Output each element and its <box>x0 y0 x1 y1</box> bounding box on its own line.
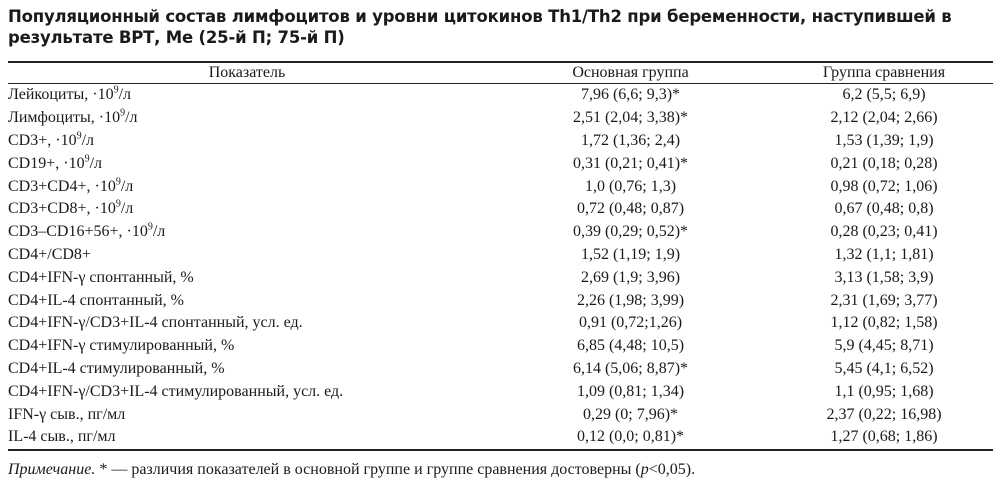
comparison-group-value: 0,28 (0,23; 0,41) <box>830 223 938 241</box>
table-row <box>8 358 993 381</box>
indicator-name: Лимфоциты, ·10 <box>8 109 121 127</box>
main-group-value: 2,51 (2,04; 3,38)* <box>572 109 689 127</box>
main-group-value: 0,72 (0,48; 0,87) <box>576 200 685 218</box>
unit-exponent: 9 <box>115 199 121 211</box>
note-label: Примечание. <box>8 461 96 478</box>
unit-suffix: /л <box>152 223 166 241</box>
indicator-cell <box>8 175 486 198</box>
table-row <box>8 152 993 175</box>
note-p-symbol: p <box>640 461 649 478</box>
main-group-value: 1,0 (0,76; 1,3) <box>584 177 677 195</box>
unit-exponent: 9 <box>115 176 121 188</box>
main-group-value: 0,39 (0,29; 0,52)* <box>572 223 689 241</box>
unit-exponent: 9 <box>113 85 119 97</box>
unit-suffix: /л <box>120 200 134 218</box>
main-group-value: 0,91 (0,72;1,26) <box>578 314 683 332</box>
indicator-cell <box>8 152 486 175</box>
indicator-cell <box>8 403 486 426</box>
column-header-indicator: Показатель <box>8 62 486 84</box>
table-row <box>8 175 993 198</box>
unit-exponent: 9 <box>147 221 153 233</box>
header-row <box>8 62 993 84</box>
comparison-group-value: 1,1 (0,95; 1,68) <box>834 382 934 400</box>
table-row <box>8 130 993 153</box>
unit-suffix: /л <box>81 131 95 149</box>
column-header-comparison-group: Группа сравнения <box>775 62 993 84</box>
indicator-name: CD4+IFN-γ/CD3+IL-4 спонтанный, усл. ед. <box>8 314 303 332</box>
comparison-group-value: 1,12 (0,82; 1,58) <box>830 314 938 332</box>
table-row <box>8 426 993 450</box>
table-row <box>8 380 993 403</box>
main-group-value: 0,12 (0,0; 0,81)* <box>576 428 685 446</box>
table-row <box>8 403 993 426</box>
indicator-cell <box>8 244 486 267</box>
indicator-cell <box>8 380 486 403</box>
table-row <box>8 335 993 358</box>
indicator-name: CD3–CD16+56+, ·10 <box>8 223 148 241</box>
comparison-group-value: 2,12 (2,04; 2,66) <box>830 109 938 127</box>
main-group-value: 1,09 (0,81; 1,34) <box>576 382 685 400</box>
main-group-value: 6,14 (5,06; 8,87)* <box>572 359 689 377</box>
comparison-group-value: 5,9 (4,45; 8,71) <box>834 337 934 355</box>
comparison-group-value: 2,31 (1,69; 3,77) <box>830 291 938 309</box>
unit-suffix: /л <box>125 109 138 127</box>
indicator-name: CD4+IFN-γ спонтанный, % <box>8 268 194 286</box>
main-group-value: 2,69 (1,9; 3,96) <box>580 268 681 286</box>
main-group-value: 1,72 (1,36; 2,4) <box>580 131 681 149</box>
main-group-value: 2,26 (1,98; 3,99) <box>576 291 685 309</box>
main-group-value: 6,85 (4,48; 10,5) <box>576 337 685 355</box>
main-group-value: 0,29 (0; 7,96)* <box>582 405 679 423</box>
indicator-name: IFN-γ сыв., пг/мл <box>8 405 126 423</box>
table-row <box>8 312 993 335</box>
note-text: * — различия показателей в основной группе и группе сравнения достоверны ( <box>95 461 641 478</box>
indicator-cell <box>8 198 486 221</box>
table-row <box>8 198 993 221</box>
comparison-group-value: 2,37 (0,22; 16,98) <box>826 405 942 423</box>
indicator-cell <box>8 312 486 335</box>
unit-suffix: /л <box>120 177 134 195</box>
indicator-cell <box>8 358 486 381</box>
comparison-group-value: 1,32 (1,1; 1,81) <box>834 245 934 263</box>
indicator-name: CD4+/CD8+ <box>8 245 91 263</box>
unit-exponent: 9 <box>84 153 90 165</box>
table-row <box>8 266 993 289</box>
indicator-name: CD4+IL-4 стимулированный, % <box>8 359 225 377</box>
table-row <box>8 107 993 130</box>
comparison-group-value: 1,27 (0,68; 1,86) <box>830 428 938 446</box>
data-table <box>8 61 993 451</box>
indicator-cell <box>8 289 486 312</box>
indicator-name: CD4+IFN-γ/CD3+IL-4 стимулированный, усл. ед. <box>8 382 344 400</box>
indicator-name: CD4+IFN-γ стимулированный, % <box>8 337 235 355</box>
indicator-name: IL-4 сыв., пг/мл <box>8 428 116 446</box>
table-row <box>8 289 993 312</box>
indicator-name: CD3+CD8+, ·10 <box>8 200 116 218</box>
comparison-group-value: 1,53 (1,39; 1,9) <box>834 131 934 149</box>
table-note <box>8 460 695 480</box>
table-title: Популяционный состав лимфоцитов и уровни цитокинов Th1/Th2 при беременности, наступившей в результате ВРТ, Me (25-й П; 75-й П) <box>8 7 952 47</box>
comparison-group-value: 3,13 (1,58; 3,9) <box>834 268 934 286</box>
indicator-cell <box>8 221 486 244</box>
indicator-cell <box>8 266 486 289</box>
note-text-end: <0,05). <box>648 461 696 478</box>
indicator-name: CD19+, ·10 <box>8 154 85 172</box>
indicator-cell <box>8 426 486 450</box>
table-row <box>8 221 993 244</box>
indicator-cell <box>8 130 486 153</box>
unit-suffix: /л <box>118 86 131 104</box>
comparison-group-value: 6,2 (5,5; 6,9) <box>842 86 926 104</box>
indicator-name: CD3+CD4+, ·10 <box>8 177 116 195</box>
comparison-group-value: 0,98 (0,72; 1,06) <box>830 177 938 195</box>
unit-exponent: 9 <box>76 130 82 142</box>
indicator-cell <box>8 84 486 107</box>
table-row <box>8 84 993 107</box>
indicator-cell <box>8 107 486 130</box>
comparison-group-value: 0,67 (0,48; 0,8) <box>834 200 934 218</box>
indicator-name: CD4+IL-4 спонтанный, % <box>8 291 184 309</box>
main-group-value: 7,96 (6,6; 9,3)* <box>580 86 681 104</box>
column-header-main-group: Основная группа <box>486 62 775 84</box>
comparison-group-value: 0,21 (0,18; 0,28) <box>830 154 938 172</box>
indicator-name: Лейкоциты, ·10 <box>8 86 114 104</box>
table-row <box>8 244 993 267</box>
comparison-group-value: 5,45 (4,1; 6,52) <box>834 359 934 377</box>
unit-suffix: /л <box>89 154 103 172</box>
main-group-value: 1,52 (1,19; 1,9) <box>580 245 681 263</box>
main-group-value: 0,31 (0,21; 0,41)* <box>572 154 689 172</box>
indicator-cell <box>8 335 486 358</box>
unit-exponent: 9 <box>120 107 126 119</box>
indicator-name: CD3+, ·10 <box>8 131 77 149</box>
